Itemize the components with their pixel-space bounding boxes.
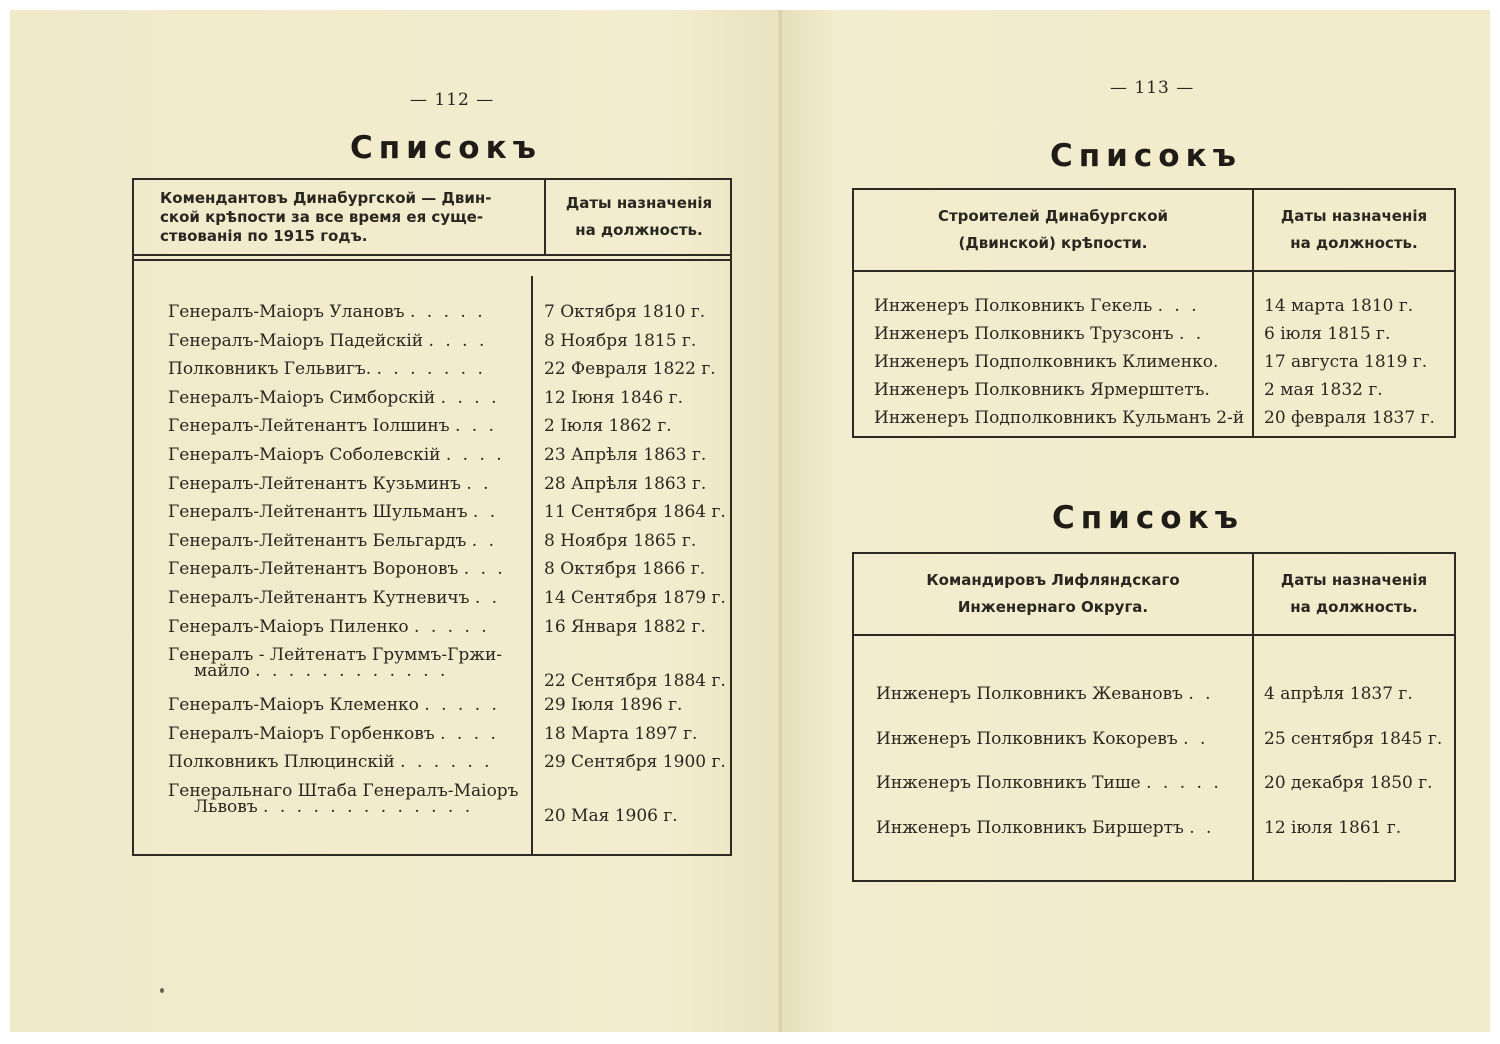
row-date: 11 Сентября 1864 г.: [544, 502, 726, 523]
leader-dots: . . . . . .: [400, 752, 493, 773]
row-date: 28 Апрѣля 1863 г.: [544, 473, 707, 494]
table-row: [134, 474, 730, 503]
leader-dots: . . . .: [440, 723, 499, 744]
row-name: Генералъ-Лейтенантъ Бельгардъ . .: [168, 530, 497, 551]
row-date: 14 Сентября 1879 г.: [544, 588, 726, 608]
row-date: 8 Ноября 1865 г.: [544, 530, 697, 551]
page-title: Списокъ: [1050, 138, 1242, 174]
table-row: [854, 773, 1454, 818]
row-date: 12 Іюня 1846 г.: [544, 387, 683, 408]
table-row: [854, 684, 1454, 729]
leader-dots: . .: [1188, 684, 1214, 704]
row-name: Генералъ-Лейтенантъ Кузьминъ . .: [168, 473, 492, 494]
header-dates: Даты назначенія на должность.: [1280, 571, 1428, 616]
row-date: 22 Февраля 1822 г.: [544, 359, 716, 380]
leader-dots: . . .: [455, 416, 498, 437]
row-date: 8 Ноября 1815 г.: [544, 330, 697, 351]
row-date: 20 Мая 1906 г.: [544, 806, 678, 827]
page-title: Списокъ: [350, 130, 542, 166]
leader-dots: . . . . .: [424, 695, 500, 716]
row-name: Генералъ-Лейтенантъ Кутневичъ . .: [168, 588, 501, 608]
table-row: [134, 416, 730, 445]
leader-dots: . . . . .: [414, 616, 490, 637]
table-row: [134, 645, 730, 695]
commanders-table: [852, 552, 1456, 882]
table-row: [134, 502, 730, 531]
row-name: Инженеръ Подполковникъ Клименко.: [874, 352, 1219, 372]
page-number: — 113 —: [1110, 78, 1195, 98]
row-date: 7 Октября 1810 г.: [544, 302, 706, 322]
row-name: Генералъ-Лейтенантъ Вороновъ . . .: [168, 559, 506, 580]
right-page: [782, 10, 1490, 1032]
row-name: Генеральнаго Штаба Генералъ-Маіоръ Львовъ . . . . . . . . . . . . .: [168, 781, 519, 818]
row-date: 23 Апрѣля 1863 г.: [544, 445, 707, 465]
leader-dots: . . . . . . . . . . . . .: [263, 797, 474, 818]
row-name: Генералъ-Маіоръ Симборскій . . . .: [168, 387, 500, 408]
table-row: [854, 352, 1454, 380]
row-date: 22 Сентября 1884 г.: [544, 670, 726, 691]
table-row: [854, 408, 1454, 436]
table-row: [854, 380, 1454, 408]
leader-dots: . . . . .: [409, 302, 486, 322]
table-header: [854, 190, 1454, 270]
row-date: 20 декабря 1850 г.: [1264, 773, 1433, 793]
table-row: [134, 331, 730, 360]
table-header: [134, 180, 730, 254]
row-name: Генералъ-Маіоръ Улановъ . . . . .: [168, 302, 486, 322]
leader-dots: . .: [466, 473, 492, 494]
leader-dots: . . . . . . . . . . . .: [255, 661, 449, 682]
table-row: [134, 531, 730, 560]
row-name: Инженеръ Полковникъ Кокоревъ . .: [876, 728, 1209, 749]
table-row: [134, 559, 730, 588]
table-row: [134, 359, 730, 388]
leader-dots: . .: [1178, 324, 1205, 344]
leader-dots: . .: [472, 502, 499, 523]
row-date: 2 Іюля 1862 г.: [544, 416, 672, 437]
row-name: Полковникъ Плюцинскій . . . . . .: [168, 752, 493, 773]
row-date: 4 апрѣля 1837 г.: [1264, 684, 1413, 704]
row-date: 18 Марта 1897 г.: [544, 723, 698, 744]
commandants-table: [132, 178, 732, 856]
page-title: Списокъ: [1052, 500, 1244, 536]
row-date: 29 Іюля 1896 г.: [544, 695, 683, 716]
row-name: Генералъ - Лейтенатъ Груммъ-Гржи- майло . . . . . . . . . . . .: [168, 645, 503, 682]
row-name: Инженеръ Подполковникъ Кульманъ 2-й: [874, 408, 1245, 428]
leader-dots: . .: [1183, 728, 1209, 749]
row-date: 20 февраля 1837 г.: [1264, 408, 1435, 428]
leader-dots: . . . . .: [1146, 773, 1222, 793]
row-date: 2 мая 1832 г.: [1264, 380, 1383, 400]
leader-dots: . .: [474, 588, 501, 608]
row-date: 29 Сентября 1900 г.: [544, 752, 726, 773]
header-names: Комендантовъ Динабургской — Двин- ской крѣпости за все время ея суще- ствованія по 1915 годъ.: [160, 189, 492, 245]
table-row: [134, 617, 730, 646]
table-row: [134, 445, 730, 474]
row-date: 8 Октября 1866 г.: [544, 559, 706, 580]
leader-dots: . .: [471, 530, 497, 551]
row-date: 25 сентября 1845 г.: [1264, 728, 1443, 749]
header-dates: Даты назначенія на должность.: [1280, 207, 1428, 252]
leader-dots: . . . .: [440, 387, 500, 408]
table-row: [854, 729, 1454, 774]
row-date: 17 августа 1819 г.: [1264, 352, 1428, 372]
row-name: Генералъ-Лейтенантъ Іолшинъ . . .: [168, 416, 498, 437]
header-names: Строителей Динабургской (Двинской) крѣпости.: [937, 207, 1169, 252]
row-name: Инженеръ Полковникъ Биршертъ . .: [876, 817, 1215, 838]
row-name: Инженеръ Полковникъ Ярмерштетъ.: [874, 380, 1210, 400]
leader-dots: . . . .: [428, 330, 488, 351]
leader-dots: . . . . . . .: [376, 359, 486, 380]
paper-speck: [160, 988, 164, 993]
header-dates: Даты назначенія на должность.: [565, 194, 713, 239]
book-spread: [10, 10, 1490, 1032]
row-name: Генералъ-Лейтенантъ Шульманъ . .: [168, 502, 499, 523]
row-date: 16 Января 1882 г.: [544, 616, 706, 637]
table-row: [134, 724, 730, 753]
table-row: [134, 588, 730, 617]
row-name: Генералъ-Маіоръ Падейскій . . . .: [168, 330, 488, 351]
table-row: [134, 695, 730, 724]
table-row: [854, 324, 1454, 352]
row-date: 6 іюля 1815 г.: [1264, 324, 1391, 344]
leader-dots: . . .: [1157, 296, 1200, 316]
page-number: — 112 —: [410, 90, 495, 110]
table-row: [134, 388, 730, 417]
row-date: 14 марта 1810 г.: [1264, 296, 1414, 316]
table-row: [134, 752, 730, 781]
leader-dots: . . . .: [445, 445, 505, 465]
leader-dots: . . .: [463, 559, 506, 580]
row-name: Инженеръ Полковникъ Трузсонъ . .: [874, 324, 1205, 344]
row-name: Полковникъ Гельвигъ. . . . . . . .: [168, 359, 486, 380]
table-row: [134, 302, 730, 331]
row-name: Инженеръ Полковникъ Тише . . . . .: [876, 773, 1222, 793]
header-names: Командировъ Лифляндскаго Инженернаго Округа.: [926, 571, 1180, 616]
table-header: [854, 554, 1454, 634]
left-page: [10, 10, 782, 1032]
row-name: Генералъ-Маіоръ Пиленко . . . . .: [168, 616, 490, 637]
table-row: [854, 818, 1454, 863]
row-name: Генералъ-Маіоръ Соболевскій . . . .: [168, 445, 505, 465]
row-name: Инженеръ Полковникъ Жевановъ . .: [876, 684, 1214, 704]
leader-dots: . .: [1189, 817, 1215, 838]
table-row: [134, 781, 730, 831]
row-date: 12 іюля 1861 г.: [1264, 817, 1402, 838]
row-name: Инженеръ Полковникъ Гекель . . .: [874, 296, 1200, 316]
table-row: [854, 296, 1454, 324]
row-name: Генералъ-Маіоръ Клеменко . . . . .: [168, 695, 500, 716]
builders-table: [852, 188, 1456, 438]
row-name: Генералъ-Маіоръ Горбенковъ . . . .: [168, 723, 499, 744]
